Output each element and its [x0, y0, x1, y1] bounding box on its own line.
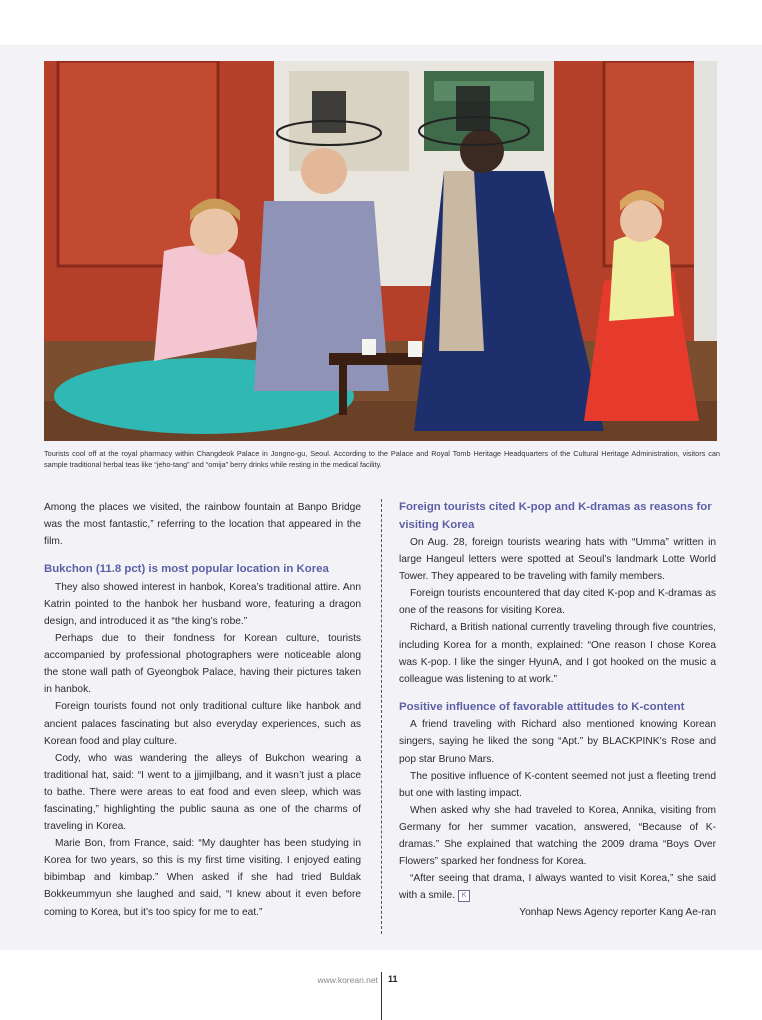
paragraph: The positive influence of K-content seemed not just a fleeting trend but one with lasting impact.: [399, 770, 716, 799]
section-heading: Positive influence of favorable attitudes to K-content: [399, 700, 685, 713]
paragraph-last: [399, 870, 716, 904]
right-column: [399, 499, 716, 921]
paragraph: Foreign tourists found not only traditional culture like hanbok and ancient palaces fascinating but also everyday experiences, such as Korean food and play culture.: [44, 701, 361, 747]
paragraph-text: “After seeing that drama, I always wanted to visit Korea,” she said with a smile.: [399, 873, 716, 902]
paragraph: Perhaps due to their fondness for Korean culture, tourists accompanied by professional photographers were noticeable along the stone wall path of Gyeongbok Palace, having their pictures taken in hanbok.: [44, 633, 361, 696]
paragraph: Marie Bon, from France, said: “My daughter has been studying in Korea for two years, so this is my first time visiting. I enjoyed eating bibimbap and kimbap.” When asked if she had tried Buldak Bokkeummyun she laughed and said, “I knew about it even before coming to Korea, but it’s too spicy for me to eat.”: [44, 838, 361, 918]
paragraph: A friend traveling with Richard also mentioned knowing Korean singers, saying he liked the song “Apt.” by BLACKPINK’s Rose and pop star Bruno Mars.: [399, 719, 716, 765]
left-column: [44, 499, 361, 921]
byline: Yonhap News Agency reporter Kang Ae-ran: [519, 907, 716, 919]
paragraph: Among the places we visited, the rainbow fountain at Banpo Bridge was the most fantastic,” referring to the location that appeared in the film.: [44, 502, 361, 548]
column-divider: [381, 499, 382, 934]
footer-divider: [381, 972, 382, 1020]
paragraph: On Aug. 28, foreign tourists wearing hats with “Umma” written in large Hangeul letters were spotted at Seoul’s landmark Lotte World Tower. They appeared to be traveling with family members.: [399, 537, 716, 583]
page-number: 11: [388, 974, 398, 984]
photo-caption: Tourists cool off at the royal pharmacy within Changdeok Palace in Jongno-gu, Seoul. According to the Palace and Royal Tomb Heritage Headquarters of the Cultural Heritage Administration, visitors can sample traditional herbal teas like “jeho-tang” and “omija” berry drinks while resting in the medical facility.: [44, 449, 720, 469]
photo-icon: [44, 61, 717, 441]
paragraph: Richard, a British national currently traveling through five countries, including Korea for a month, explained: “One reason I chose Korea was K-pop. I like the singer HyunA, and I got hooked on the music a colleague was listening to at work.”: [399, 622, 716, 685]
end-mark-icon: K: [458, 890, 470, 902]
footer-url: www.korean.net: [317, 975, 378, 985]
paragraph: Foreign tourists encountered that day cited K-pop and K-dramas as one of the reasons for visiting Korea.: [399, 588, 716, 617]
paragraph: Cody, who was wandering the alleys of Bukchon wearing a traditional hat, said: “I went to a jjimjilbang, and it wasn’t just a place to bathe. There were areas to eat food and even sleep, which was fascinating,” highlighting the public sauna as one of the charms of traveling in Korea.: [44, 752, 361, 833]
section-heading: Foreign tourists cited K-pop and K-dramas as reasons for visiting Korea: [399, 501, 712, 531]
paragraph: They also showed interest in hanbok, Korea’s traditional attire. Ann Katrin pointed to the hanbok her husband wore, featuring a dragon design, and introduced it as “the king’s robe.”: [44, 581, 361, 627]
paragraph: When asked why she had traveled to Korea, Annika, visiting from Germany for her summer vacation, answered, “Because of K-dramas.” She explained that watching the 2009 drama “Boys Over Flowers” sparked her fondness for Korea.: [399, 804, 716, 868]
article-photo: [44, 61, 717, 441]
section-heading: Bukchon (11.8 pct) is most popular location in Korea: [44, 563, 329, 576]
